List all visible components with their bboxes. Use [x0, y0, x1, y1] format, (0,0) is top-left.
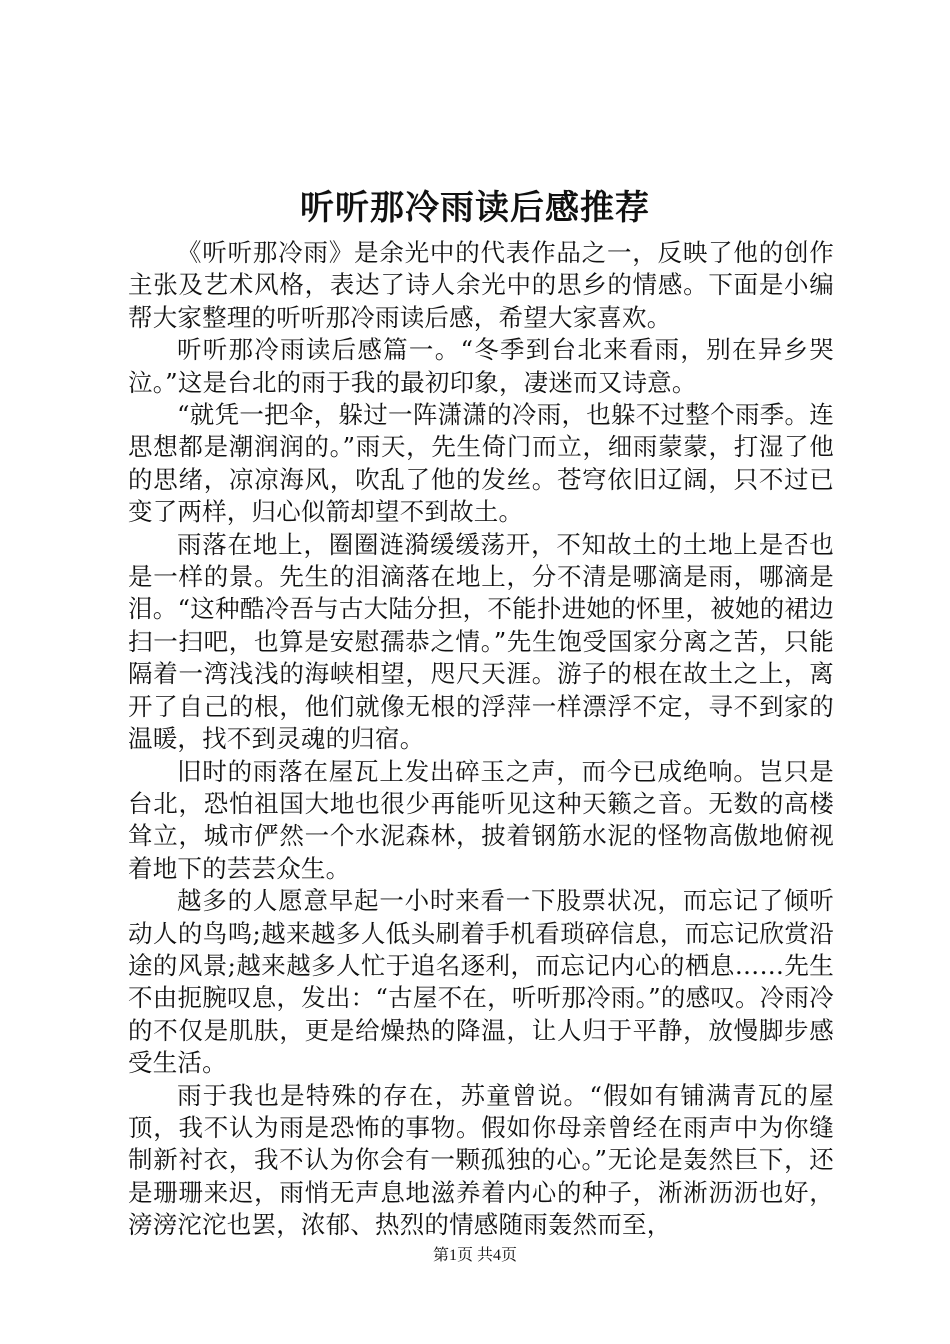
document-body	[128, 237, 834, 1242]
page-number-footer: 第1页 共4页	[432, 1247, 517, 1264]
paragraph: 《听听那冷雨》是余光中的代表作品之一，反映了他的创作主张及艺术风格，表达了诗人余光中的思乡的情感。下面是小编帮大家整理的听听那冷雨读后感，希望大家喜欢。	[128, 238, 834, 332]
paragraph: 雨落在地上，圈圈涟漪缓缓荡开，不知故土的土地上是否也是一样的景。先生的泪滴落在地上，分不清是哪滴是雨，哪滴是泪。“这种酷冷吾与古大陆分担，不能扑进她的怀里，被她的裙边扫一扫吧，也算是安慰孺恭之情。”先生饱受国家分离之苦，只能隔着一湾浅浅的海峡相望，咫尺天涯。游子的根在故土之上，离开了自己的根，他们就像无根的浮萍一样漂浮不定，寻不到家的温暖，找不到灵魂的归宿。	[128, 529, 834, 754]
paragraph: “就凭一把伞，躲过一阵潇潇的冷雨，也躲不过整个雨季。连思想都是潮润润的。”雨天，先生倚门而立，细雨蒙蒙，打湿了他的思绪，凉凉海风，吹乱了他的发丝。苍穹依旧辽阔，只不过已变了两样，归心似箭却望不到故土。	[128, 400, 834, 527]
document-title: 听听那冷雨读后感推荐	[300, 188, 650, 228]
paragraph: 越多的人愿意早起一小时来看一下股票状况，而忘记了倾听动人的鸟鸣;越来越多人低头刷着手机看琐碎信息，而忘记欣赏沿途的风景;越来越多人忙于追名逐利，而忘记内心的栖息……先生不由扼腕叹息，发出：“古屋不在，听听那冷雨。”的感叹。冷雨冷的不仅是肌肤，更是给燥热的降温，让人归于平静，放慢脚步感受生活。	[128, 886, 834, 1078]
paragraph: 听听那冷雨读后感篇一。“冬季到台北来看雨，别在异乡哭泣。”这是台北的雨于我的最初印象，凄迷而又诗意。	[128, 335, 834, 397]
paragraph: 雨于我也是特殊的存在，苏童曾说。“假如有铺满青瓦的屋顶，我不认为雨是恐怖的事物。假如你母亲曾经在雨声中为你缝制新衬衣，我不认为你会有一颗孤独的心。”无论是轰然巨下，还是珊珊来迟，雨悄无声息地滋养着内心的种子，淅淅沥沥也好，滂滂沱沱也罢，浓郁、热烈的情感随雨轰然而至，	[128, 1080, 834, 1240]
paragraph: 旧时的雨落在屋瓦上发出碎玉之声，而今已成绝响。岂只是台北，恐怕祖国大地也很少再能听见这种天籁之音。无数的高楼耸立，城市俨然一个水泥森林，披着钢筋水泥的怪物高傲地俯视着地下的芸芸众生。	[128, 756, 834, 883]
